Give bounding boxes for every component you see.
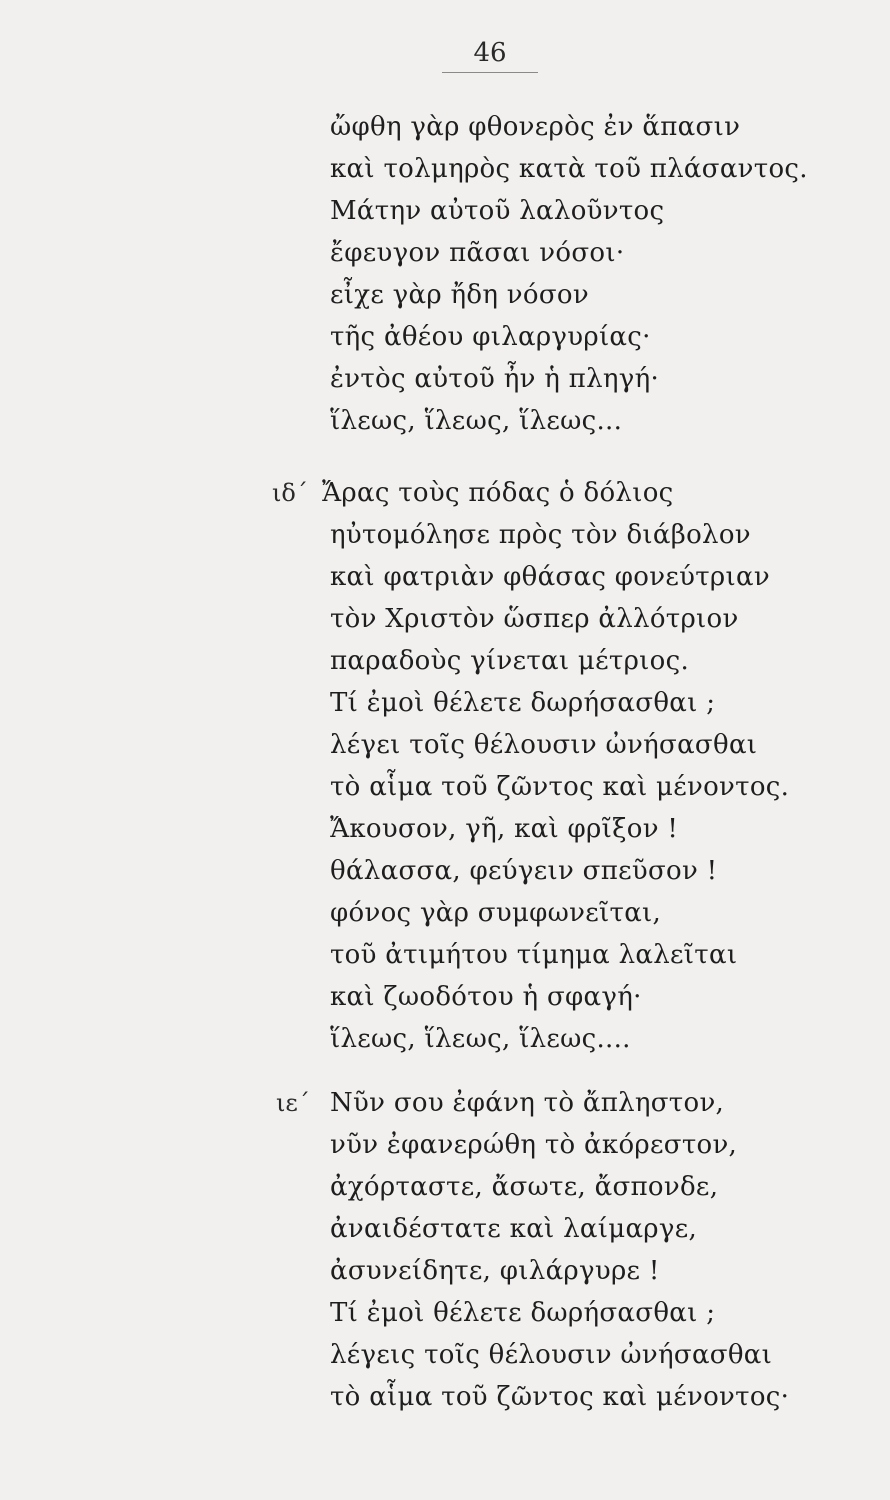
verse-line: καὶ φατριὰν φθάσας φονεύτριαν [330,562,770,592]
verse-line: ἔφευγον πᾶσαι νόσοι· [330,238,625,268]
verse-line: ἀσυνείδητε, φιλάργυρε ! [330,1256,660,1286]
verse-line: λέγεις τοῖς θέλουσιν ὠνήσασθαι [330,1340,773,1370]
verse-line: τὸ αἷμα τοῦ ζῶντος καὶ μένοντος. [330,772,790,802]
verse-line: καὶ τολμηρὸς κατὰ τοῦ πλάσαντος. [330,154,808,184]
verse-line: λέγει τοῖς θέλουσιν ὠνήσασθαι [330,730,758,760]
verse-line: τοῦ ἀτιμήτου τίμημα λαλεῖται [330,940,738,970]
verse-line: Ἄκουσον, γῆ, καὶ φρῖξον ! [330,814,679,844]
verse-line: ηὐτομόλησε πρὸς τὸν διάβολον [330,520,751,550]
verse-line: εἶχε γὰρ ἤδη νόσον [330,280,589,310]
verse-line: ἐντὸς αὐτοῦ ἦν ἡ πληγή· [330,364,660,394]
verse-line: τὸ αἷμα τοῦ ζῶντος καὶ μένοντος· [330,1382,790,1412]
verse-line: νῦν ἐφανερώθη τὸ ἀκόρεστον, [330,1130,738,1160]
verse-line: παραδοὺς γίνεται μέτριος. [330,646,690,676]
verse-line: θάλασσα, φεύγειν σπεῦσον ! [330,856,718,886]
verse-line: ὤφθη γὰρ φθονερὸς ἐν ἅπασιν [330,112,741,142]
stanza-number: ιδ΄ [272,479,308,507]
verse-line: Τί ἐμοὶ θέλετε δωρήσασθαι ; [330,688,716,718]
verse-line: Μάτην αὐτοῦ λαλοῦντος [330,196,665,226]
verse-line: Τί ἐμοὶ θέλετε δωρήσασθαι ; [330,1298,716,1328]
verse-line: Ἄρας τοὺς πόδας ὁ δόλιος [322,478,674,508]
header-rule [442,72,538,73]
verse-line: καὶ ζωοδότου ἡ σφαγή· [330,982,642,1012]
verse-line: ἀχόρταστε, ἄσωτε, ἄσπονδε, [330,1172,719,1202]
verse-line: τῆς ἀθέου φιλαργυρίας· [330,322,651,352]
verse-line: Νῦν σου ἐφάνη τὸ ἄπληστον, [330,1088,725,1118]
verse-line: ἵλεως, ἵλεως, ἵλεως... [330,406,623,436]
verse-line: ἵλεως, ἵλεως, ἵλεως.... [330,1024,631,1054]
stanza-number: ιε΄ [276,1089,310,1117]
page-number: 46 [473,38,507,68]
verse-line: τὸν Χριστὸν ὥσπερ ἀλλότριον [330,604,739,634]
verse-line: φόνος γὰρ συμφωνεῖται, [330,898,662,928]
verse-line: ἀναιδέστατε καὶ λαίμαργε, [330,1214,698,1244]
